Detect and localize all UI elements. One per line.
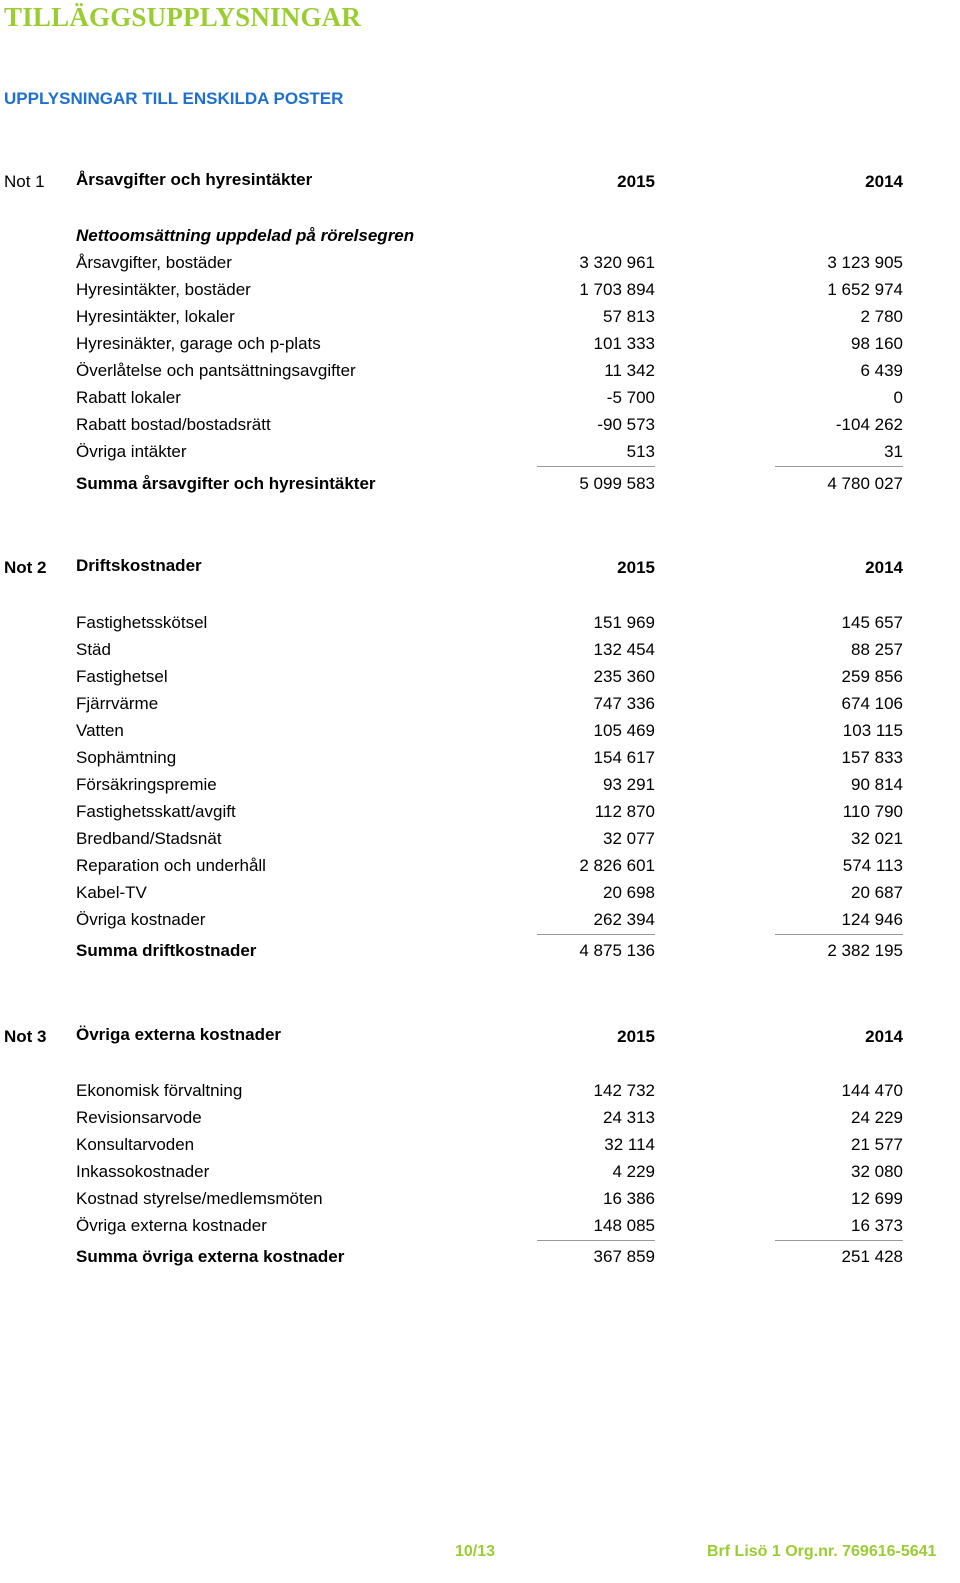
sum-divider-2015: [537, 1240, 655, 1241]
value-2014: 144 470: [841, 1081, 903, 1100]
value-2014: 3 123 905: [827, 253, 903, 272]
section-subtitle: UPPLYSNINGAR TILL ENSKILDA POSTER: [4, 89, 344, 108]
table-row: [0, 442, 960, 469]
table-row: [0, 883, 960, 910]
year-header-2014: 2014: [865, 1027, 903, 1046]
value-2014: 32 080: [851, 1162, 903, 1181]
row-label: Årsavgifter, bostäder: [76, 253, 232, 272]
value-2015: 262 394: [593, 910, 655, 929]
row-label: Reparation och underhåll: [76, 856, 266, 875]
row-label: Rabatt lokaler: [76, 388, 181, 407]
sum-2015: 4 875 136: [579, 941, 655, 960]
value-2015: 3 320 961: [579, 253, 655, 272]
row-label: Rabatt bostad/bostadsrätt: [76, 415, 271, 434]
sum-label: Summa övriga externa kostnader: [76, 1247, 345, 1266]
row-label: Hyresintäkter, bostäder: [76, 280, 251, 299]
year-header-2015: 2015: [617, 172, 655, 191]
value-2014: 259 856: [841, 667, 903, 686]
value-2014: 2 780: [860, 307, 903, 326]
row-label: Övriga intäkter: [76, 442, 187, 461]
value-2014: 157 833: [841, 748, 903, 767]
table-row: [0, 1135, 960, 1162]
value-2015: 112 870: [594, 802, 655, 821]
table-row: [0, 280, 960, 307]
row-label: Städ: [76, 640, 111, 659]
sum-2015: 367 859: [593, 1247, 655, 1266]
table-row: [0, 613, 960, 640]
note-title: Årsavgifter och hyresintäkter: [76, 170, 313, 189]
value-2015: 105 469: [593, 721, 655, 740]
note-number: Not 1: [4, 172, 45, 191]
year-header-2014: 2014: [865, 558, 903, 577]
value-2014: 674 106: [841, 694, 903, 713]
value-2014: 574 113: [842, 856, 903, 875]
row-label: Revisionsarvode: [76, 1108, 202, 1127]
sum-row: [0, 474, 960, 501]
value-2014: 31: [884, 442, 903, 461]
table-row: [0, 775, 960, 802]
value-2014: 110 790: [842, 802, 903, 821]
value-2014: 24 229: [851, 1108, 903, 1127]
sum-2015: 5 099 583: [579, 474, 655, 493]
value-2015: 24 313: [603, 1108, 655, 1127]
value-2014: 90 814: [851, 775, 903, 794]
row-label: Konsultarvoden: [76, 1135, 195, 1154]
note-number: Not 3: [4, 1027, 47, 1046]
value-2015: 148 085: [593, 1216, 655, 1235]
table-row: [0, 640, 960, 667]
value-2014: -104 262: [835, 415, 903, 434]
value-2015: 154 617: [593, 748, 655, 767]
value-2015: 132 454: [593, 640, 655, 659]
value-2014: 98 160: [851, 334, 903, 353]
sum-row: [0, 1247, 960, 1274]
row-label: Övriga kostnader: [76, 910, 206, 929]
row-label: Försäkringspremie: [76, 775, 217, 794]
table-row: [0, 1081, 960, 1108]
value-2015: 57 813: [603, 307, 655, 326]
table-row: [0, 910, 960, 937]
row-label: Fastighetsel: [76, 667, 168, 686]
value-2014: 103 115: [842, 721, 903, 740]
value-2015: -5 700: [606, 388, 655, 407]
value-2014: 88 257: [851, 640, 903, 659]
value-2015: 151 969: [593, 613, 655, 632]
value-2014: 21 577: [851, 1135, 903, 1154]
value-2015: -90 573: [597, 415, 655, 434]
table-row: [0, 1216, 960, 1243]
table-row: [0, 667, 960, 694]
page-number: 10/13: [455, 1543, 496, 1560]
table-row: [0, 388, 960, 415]
table-row: [0, 361, 960, 388]
value-2015: 513: [626, 442, 655, 461]
page-title: TILLÄGGSUPPLYSNINGAR: [4, 2, 362, 32]
table-row: [0, 856, 960, 883]
value-2014: 32 021: [851, 829, 903, 848]
note-title: Driftskostnader: [76, 556, 202, 575]
table-row: [0, 829, 960, 856]
sum-row: [0, 941, 960, 968]
value-2014: 124 946: [841, 910, 903, 929]
row-label: Inkassokostnader: [76, 1162, 210, 1181]
value-2015: 32 114: [604, 1135, 655, 1154]
value-2014: 6 439: [860, 361, 903, 380]
value-2015: 2 826 601: [579, 856, 655, 875]
row-label: Bredband/Stadsnät: [76, 829, 222, 848]
value-2014: 16 373: [851, 1216, 903, 1235]
sum-divider-2014: [775, 934, 903, 935]
value-2014: 20 687: [851, 883, 903, 902]
table-row: [0, 802, 960, 829]
table-row: [0, 415, 960, 442]
table-row: [0, 721, 960, 748]
year-header-2014: 2014: [865, 172, 903, 191]
sum-2014: 251 428: [841, 1247, 903, 1266]
row-label: Överlåtelse och pantsättningsavgifter: [76, 361, 356, 380]
sum-2014: 4 780 027: [827, 474, 903, 493]
table-row: [0, 748, 960, 775]
note-title: Övriga externa kostnader: [76, 1025, 282, 1044]
row-label: Sophämtning: [76, 748, 177, 767]
note-number: Not 2: [4, 558, 47, 577]
row-label: Ekonomisk förvaltning: [76, 1081, 243, 1100]
row-label: Vatten: [76, 721, 124, 740]
value-2015: 32 077: [603, 829, 655, 848]
value-2015: 20 698: [603, 883, 655, 902]
value-2015: 93 291: [603, 775, 655, 794]
row-label: Hyresinäkter, garage och p-plats: [76, 334, 321, 353]
value-2015: 101 333: [593, 334, 655, 353]
value-2015: 747 336: [593, 694, 655, 713]
row-label: Övriga externa kostnader: [76, 1216, 267, 1235]
sum-label: Summa driftkostnader: [76, 941, 257, 960]
value-2015: 1 703 894: [579, 280, 655, 299]
row-label: Fjärrvärme: [76, 694, 159, 713]
value-2015: 4 229: [612, 1162, 655, 1181]
value-2015: 142 732: [593, 1081, 655, 1100]
organization-info: Brf Lisö 1 Org.nr. 769616-5641: [707, 1543, 937, 1560]
table-row: [0, 1108, 960, 1135]
row-label: Kabel-TV: [76, 883, 147, 902]
sum-2014: 2 382 195: [827, 941, 903, 960]
value-2015: 11 342: [604, 361, 655, 380]
row-label: Fastighetsskatt/avgift: [76, 802, 236, 821]
value-2015: 16 386: [603, 1189, 655, 1208]
value-2015: 235 360: [593, 667, 655, 686]
table-row: [0, 1189, 960, 1216]
sum-divider-2014: [775, 466, 903, 467]
table-row: [0, 694, 960, 721]
value-2014: 145 657: [841, 613, 903, 632]
table-row: [0, 334, 960, 361]
year-header-2015: 2015: [617, 1027, 655, 1046]
sum-divider-2015: [537, 466, 655, 467]
row-label: Hyresintäkter, lokaler: [76, 307, 235, 326]
table-row: [0, 307, 960, 334]
table-row: [0, 253, 960, 280]
row-label: Kostnad styrelse/medlemsmöten: [76, 1189, 323, 1208]
note-subheading: Nettoomsättning uppdelad på rörelsegren: [76, 226, 415, 245]
sum-divider-2014: [775, 1240, 903, 1241]
row-label: Fastighetsskötsel: [76, 613, 208, 632]
year-header-2015: 2015: [617, 558, 655, 577]
value-2014: 1 652 974: [827, 280, 903, 299]
value-2014: 12 699: [851, 1189, 903, 1208]
value-2014: 0: [893, 388, 903, 407]
sum-label: Summa årsavgifter och hyresintäkter: [76, 474, 376, 493]
sum-divider-2015: [537, 934, 655, 935]
table-row: [0, 1162, 960, 1189]
